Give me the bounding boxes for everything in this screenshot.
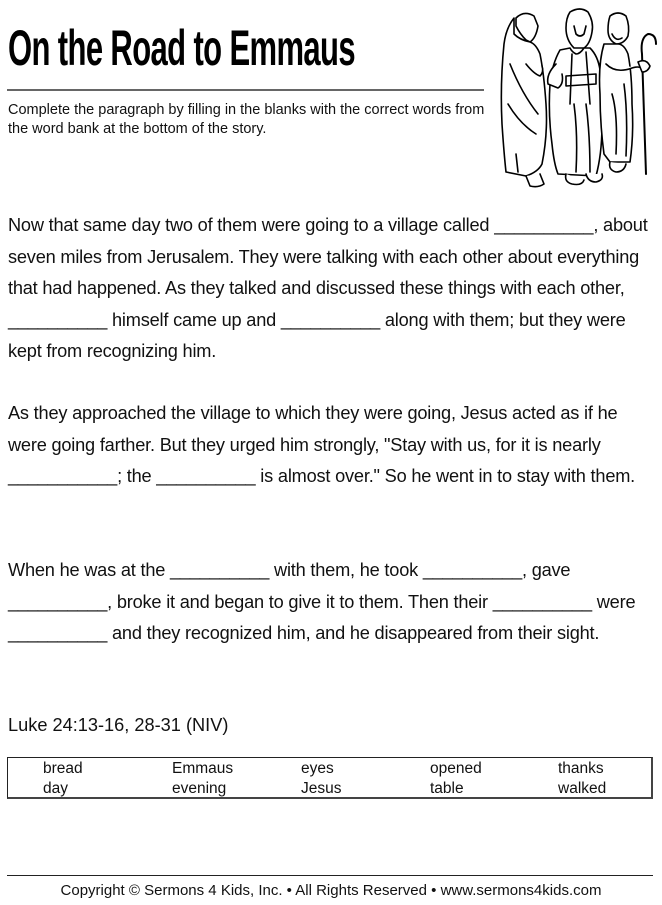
word-bank-row (8, 759, 651, 779)
story-paragraph-2 (8, 398, 658, 493)
word-bank-word: eyes (301, 760, 334, 777)
word-bank-word: table (430, 780, 464, 797)
page-title: On the Road to Emmaus (8, 20, 355, 76)
word-bank-row (8, 779, 651, 799)
word-bank-word: opened (430, 760, 482, 777)
paragraph-text: Now that same day two of them were going to a village called __________, about seven miles from Jerusalem. They were talking with each other about everything that had happened. As they talked and discussed these things with each other, __________ himself came up and __________ along with them; but they were kept from recognizing him. (8, 215, 648, 361)
word-bank-word: thanks (558, 760, 604, 777)
story-paragraph-1 (8, 210, 658, 368)
scripture-reference: Luke 24:13-16, 28-31 (NIV) (8, 715, 229, 735)
copyright-footer: Copyright © Sermons 4 Kids, Inc. • All Rights Reserved • www.sermons4kids.com (60, 882, 602, 899)
word-bank-word: bread (43, 760, 83, 777)
word-bank-word: day (43, 780, 68, 797)
paragraph-text: As they approached the village to which they were going, Jesus acted as if he were going farther. But they urged him strongly, "Stay with us, for it is nearly ___________; the __________ is almost over." So he went in to stay with them. (8, 403, 636, 486)
word-bank-word: evening (172, 780, 227, 797)
footer-divider (7, 875, 653, 876)
disciples-illustration-icon (486, 4, 662, 194)
illustration-image (486, 4, 662, 194)
title-divider (7, 89, 484, 91)
paragraph-text: When he was at the __________ with them, he took __________, gave __________, broke it and began to give it to them. Then their __________ were __________ and they recognized him, and he disappeared from their sight. (8, 560, 636, 643)
word-bank-word: Jesus (301, 780, 342, 797)
word-bank (7, 757, 653, 799)
story-paragraph-3 (8, 555, 658, 650)
word-bank-word: walked (558, 780, 607, 797)
instructions-text: Complete the paragraph by filling in the blanks with the correct words from the word bank at the bottom of the story. (8, 102, 485, 137)
word-bank-word: Emmaus (172, 760, 234, 777)
